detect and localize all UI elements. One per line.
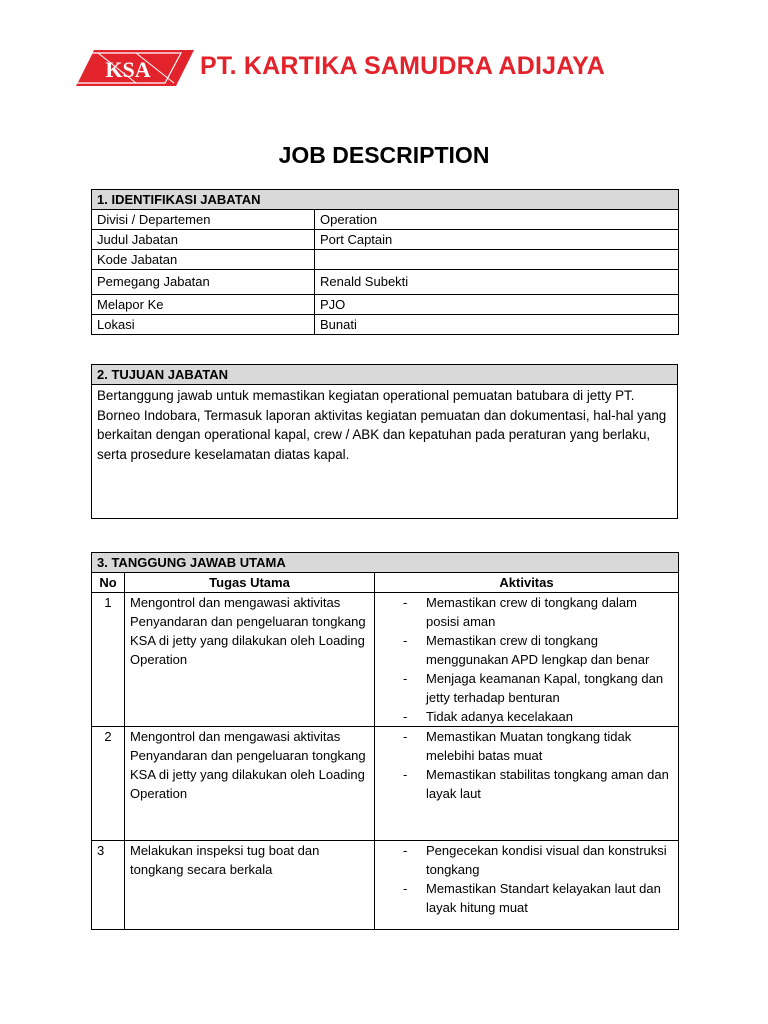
row-value: Bunati bbox=[315, 315, 679, 335]
row-label: Melapor Ke bbox=[92, 295, 315, 315]
row-number: 1 bbox=[92, 593, 125, 727]
table-row bbox=[92, 210, 679, 230]
row-activities bbox=[375, 593, 679, 727]
row-task: Mengontrol dan mengawasi aktivitas Penyandaran dan pengeluaran tongkang KSA di jetty yang dilakukan oleh Loading Operation bbox=[125, 593, 375, 727]
activity-item: - Memastikan stabilitas tongkang aman dan layak laut bbox=[380, 765, 673, 803]
section-heading: 2. TUJUAN JABATAN bbox=[92, 365, 678, 385]
activity-item: - Pengecekan kondisi visual dan konstruksi tongkang bbox=[380, 841, 673, 879]
company-name: PT. KARTIKA SAMUDRA ADIJAYA bbox=[200, 52, 605, 80]
row-label: Kode Jabatan bbox=[92, 250, 315, 270]
table-row bbox=[92, 727, 679, 841]
row-activities bbox=[375, 727, 679, 841]
row-value: Renald Subekti bbox=[315, 270, 679, 295]
row-label: Judul Jabatan bbox=[92, 230, 315, 250]
row-number: 2 bbox=[92, 727, 125, 841]
table-row bbox=[92, 270, 679, 295]
table-row bbox=[92, 841, 679, 930]
table-row bbox=[92, 315, 679, 335]
row-task: Melakukan inspeksi tug boat dan tongkang secara berkala bbox=[125, 841, 375, 930]
ksa-logo bbox=[76, 50, 194, 86]
row-label: Lokasi bbox=[92, 315, 315, 335]
activity-item: - Memastikan crew di tongkang menggunakan APD lengkap dan benar bbox=[380, 631, 673, 669]
activity-item: - Memastikan crew di tongkang dalam posisi aman bbox=[380, 593, 673, 631]
row-number: 3 bbox=[92, 841, 125, 930]
purpose-table bbox=[91, 364, 678, 519]
section-heading: 1. IDENTIFIKASI JABATAN bbox=[92, 190, 679, 210]
row-value bbox=[315, 250, 679, 270]
column-header-aktivitas: Aktivitas bbox=[375, 573, 679, 593]
identification-table bbox=[91, 189, 679, 335]
activity-item: - Tidak adanya kecelakaan bbox=[380, 707, 673, 726]
activity-item: - Memastikan Muatan tongkang tidak melebihi batas muat bbox=[380, 727, 673, 765]
activity-item: - Menjaga keamanan Kapal, tongkang dan jetty terhadap benturan bbox=[380, 669, 673, 707]
table-row bbox=[92, 295, 679, 315]
table-row bbox=[92, 593, 679, 727]
column-header-tugas: Tugas Utama bbox=[125, 573, 375, 593]
row-task: Mengontrol dan mengawasi aktivitas Penyandaran dan pengeluaran tongkang KSA di jetty yang dilakukan oleh Loading Operation bbox=[125, 727, 375, 841]
section-heading: 3. TANGGUNG JAWAB UTAMA bbox=[92, 553, 679, 573]
activity-item: - Memastikan Standart kelayakan laut dan layak hitung muat bbox=[380, 879, 673, 917]
logo-text: KSA bbox=[105, 57, 151, 82]
table-row bbox=[92, 250, 679, 270]
row-value: PJO bbox=[315, 295, 679, 315]
responsibilities-table bbox=[91, 552, 679, 930]
row-label: Divisi / Departemen bbox=[92, 210, 315, 230]
row-value: Operation bbox=[315, 210, 679, 230]
purpose-text: Bertanggung jawab untuk memastikan kegiatan operational pemuatan batubara di jetty PT. Borneo Indobara, Termasuk laporan aktivitas kegiatan pemuatan dan dokumentasi, hal-hal yang berkaitan dengan operational kapal, crew / ABK dan kepatuhan pada peraturan yang berlaku, serta prosedure keselamatan diatas kapal. bbox=[92, 385, 678, 519]
row-label: Pemegang Jabatan bbox=[92, 270, 315, 295]
row-activities bbox=[375, 841, 679, 930]
document-title: JOB DESCRIPTION bbox=[278, 142, 490, 168]
document-header bbox=[76, 48, 696, 92]
column-header-no: No bbox=[92, 573, 125, 593]
table-row bbox=[92, 230, 679, 250]
row-value: Port Captain bbox=[315, 230, 679, 250]
